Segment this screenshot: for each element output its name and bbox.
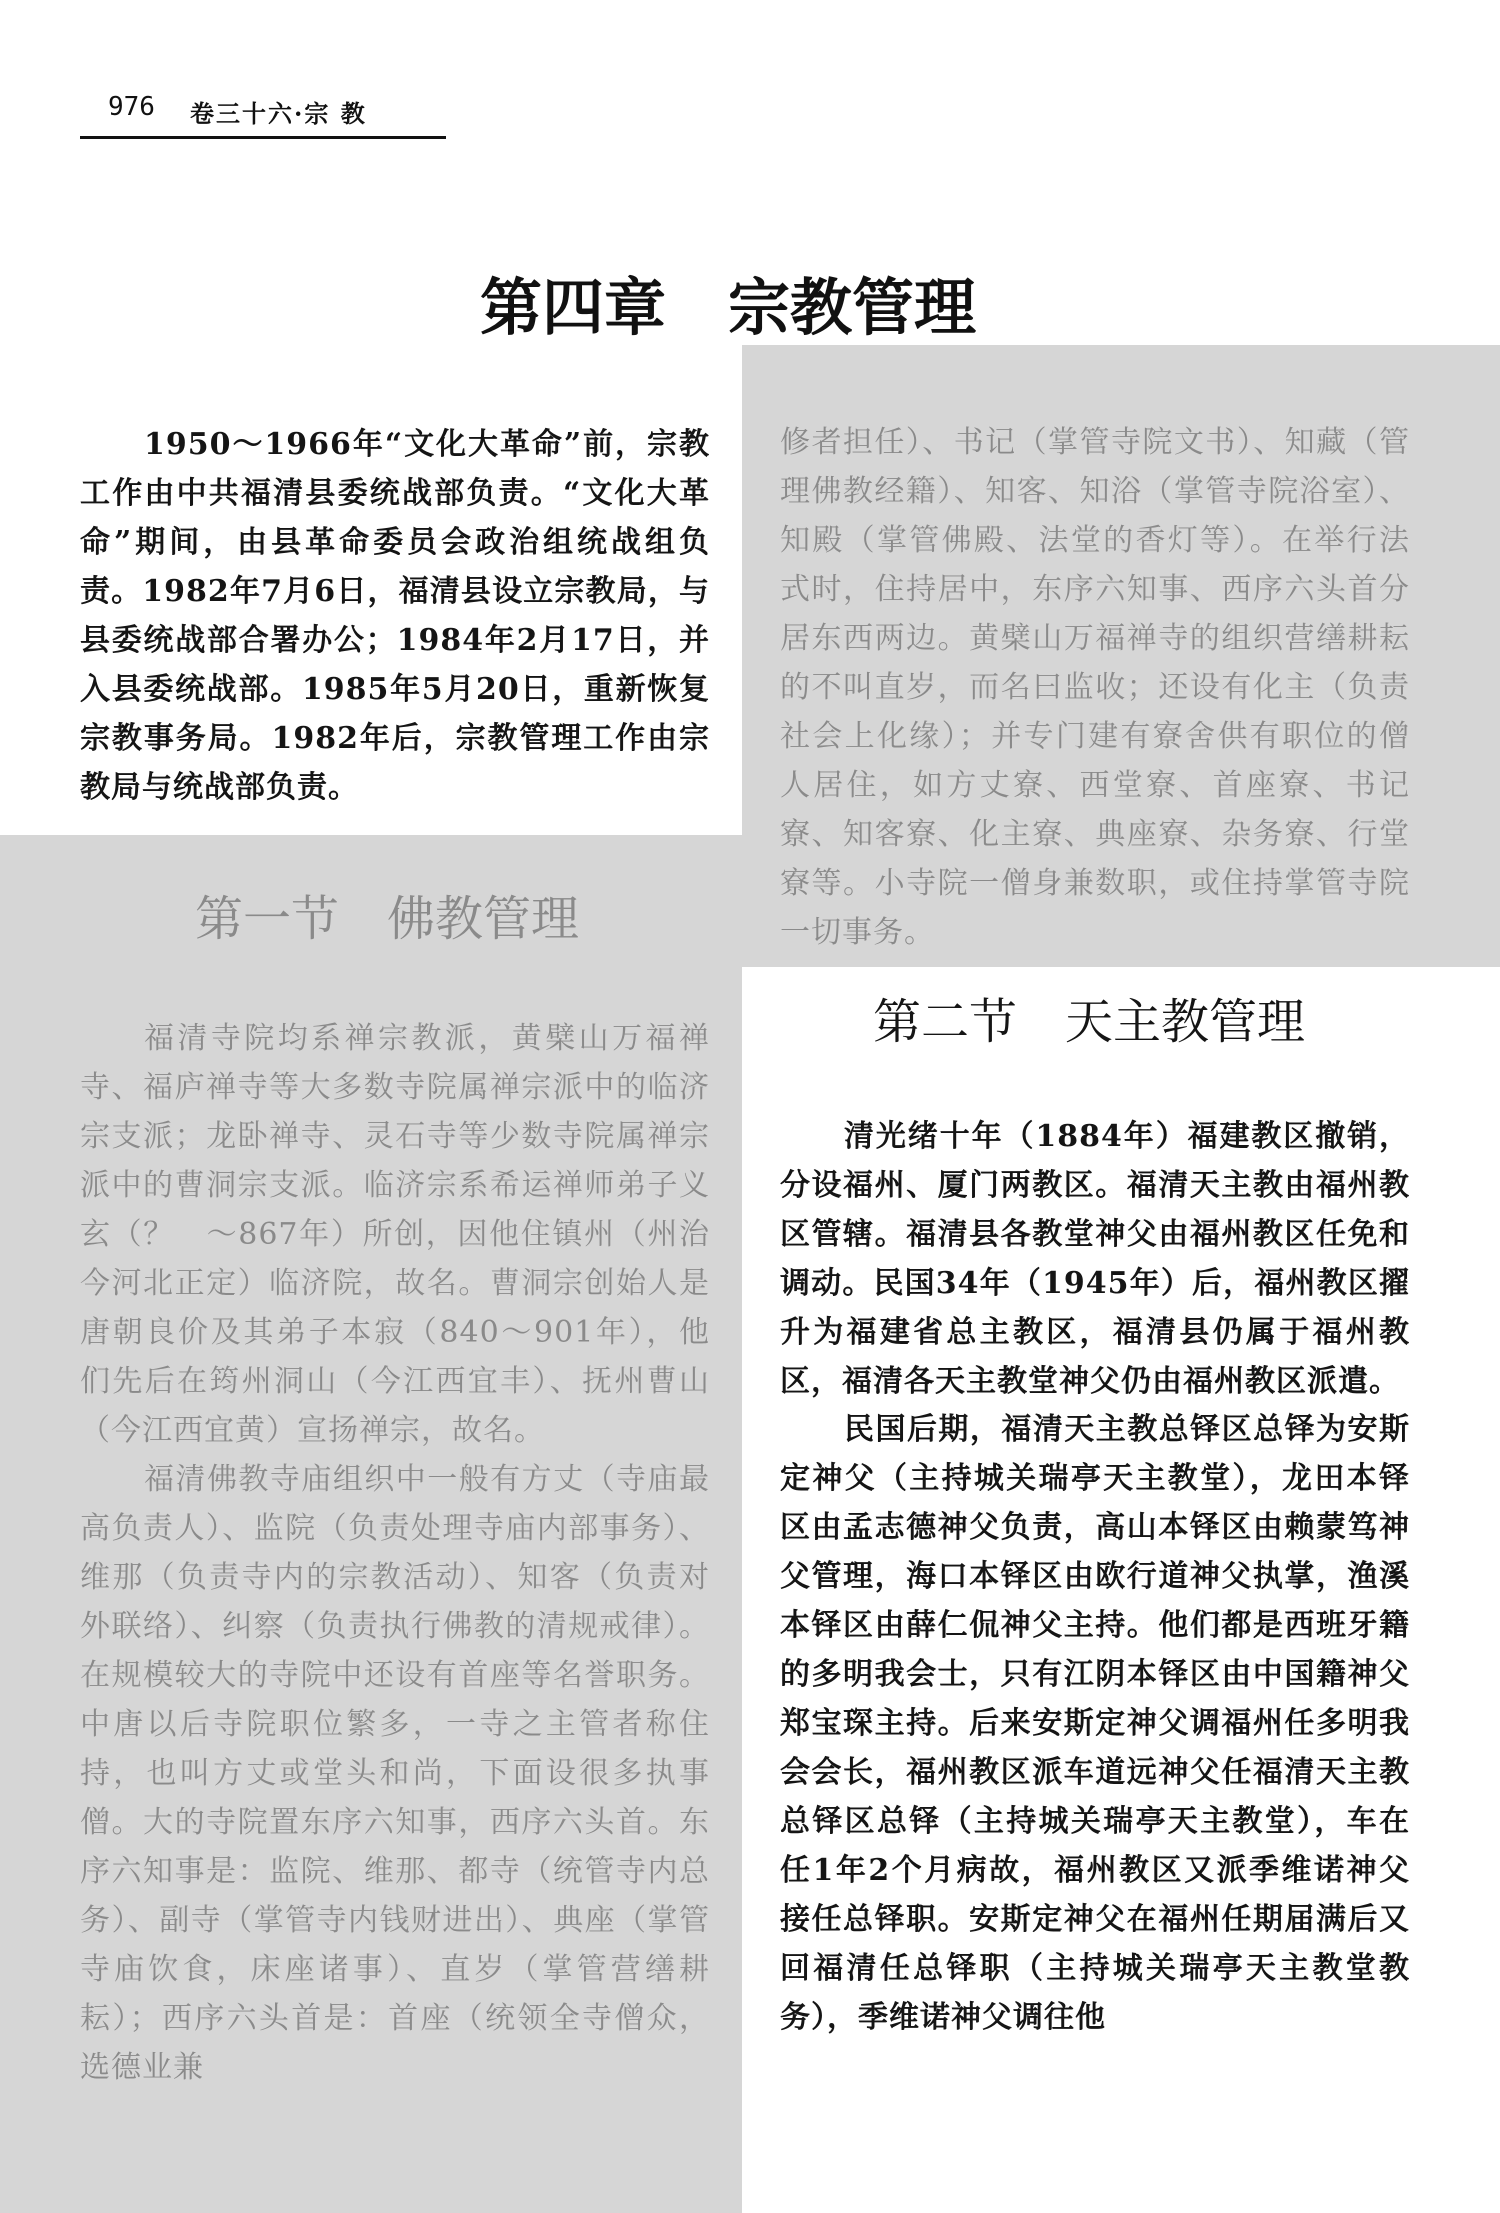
volume-title: 卷三十六·宗 教 xyxy=(190,99,367,128)
section2-title: 第二节 天主教管理 xyxy=(873,994,1306,1050)
section2-paragraph-1: 清光绪十年（1884年）福建教区撤销，分设福州、厦门两教区。福清天主教由福州教区管辖。福清县各教堂神父由福州教区任免和调动。民国34年（1945年）后，福州教区擢升为福建省总主教区，福清县仍属于福州教区，福清各天主教堂神父仍由福州教区派遣。 xyxy=(780,1119,1410,1399)
section1-continuation: 修者担任）、书记（掌管寺院文书）、知藏（管理佛教经籍）、知客、知浴（掌管寺院浴室）、知殿（掌管佛殿、法堂的香灯等）。在举行法式时，住持居中，东序六知事、西序六头首分居东西两边。黄檗山万福禅寺的组织营缮耕耘的不叫直岁，而名曰监收；还设有化主（负责社会上化缘）；并专门建有寮舍供有职位的僧人居住，如方丈寮、西堂寮、首座寮、书记寮、知客寮、化主寮、典座寮、杂务寮、行堂寮等。小寺院一僧身兼数职，或住持掌管寺院一切事务。 xyxy=(780,425,1410,950)
section1-title: 第一节 佛教管理 xyxy=(195,891,580,947)
running-header xyxy=(80,92,446,138)
header-rule xyxy=(80,136,446,139)
section2-paragraph-2: 民国后期，福清天主教总铎区总铎为安斯定神父（主持城关瑞亭天主教堂），龙田本铎区由孟志德神父负责，高山本铎区由赖蒙笃神父管理，海口本铎区由欧行道神父执掌，渔溪本铎区由薛仁侃神父主持。他们都是西班牙籍的多明我会士，只有江阴本铎区由中国籍神父郑宝琛主持。后来安斯定神父调福州任多明我会会长，福州教区派车道远神父任福清天主教总铎区总铎（主持城关瑞亭天主教堂），车在任1年2个月病故，福州教区又派季维诺神父接任总铎职。安斯定神父在福州任期届满后又回福清任总铎职（主持城关瑞亭天主教堂教务），季维诺神父调往他 xyxy=(780,1412,1410,2035)
section1-paragraph-1: 福清寺院均系禅宗教派，黄檗山万福禅寺、福庐禅寺等大多数寺院属禅宗派中的临济宗支派；龙卧禅寺、灵石寺等少数寺院属禅宗派中的曹洞宗支派。临济宗系希运禅师弟子义玄（？ ～867年）所创，因他住镇州（州治今河北正定）临济院，故名。曹洞宗创始人是唐朝良价及其弟子本寂（840～901年），他们先后在筠州洞山（今江西宜丰）、抚州曹山（今江西宜黄）宣扬禅宗，故名。 xyxy=(80,1021,710,1448)
section1-paragraph-2: 福清佛教寺庙组织中一般有方丈（寺庙最高负责人）、监院（负责处理寺庙内部事务）、维那（负责寺内的宗教活动）、知客（负责对外联络）、纠察（负责执行佛教的清规戒律）。在规模较大的寺院中还设有首座等名誉职务。中唐以后寺院职位繁多，一寺之主管者称住持，也叫方丈或堂头和尚，下面设很多执事僧。大的寺院置东序六知事，西序六头首。东序六知事是：监院、维那、都寺（统管寺内总务）、副寺（掌管寺内钱财进出）、典座（掌管寺庙饮食，床座诸事）、直岁（掌管营缮耕耘）；西序六头首是：首座（统领全寺僧众，选德业兼 xyxy=(80,1462,710,2085)
page-number: 976 xyxy=(108,92,155,122)
chapter-title: 第四章 宗教管理 xyxy=(480,271,977,344)
intro-paragraph: 1950～1966年“文化大革命”前，宗教工作由中共福清县委统战部负责。“文化大革命”期间，由县革命委员会政治组统战组负责。1982年7月6日，福清县设立宗教局，与县委统战部合署办公；1984年2月17日，并入县委统战部。1985年5月20日，重新恢复宗教事务局。1982年后，宗教管理工作由宗教局与统战部负责。 xyxy=(80,427,710,805)
